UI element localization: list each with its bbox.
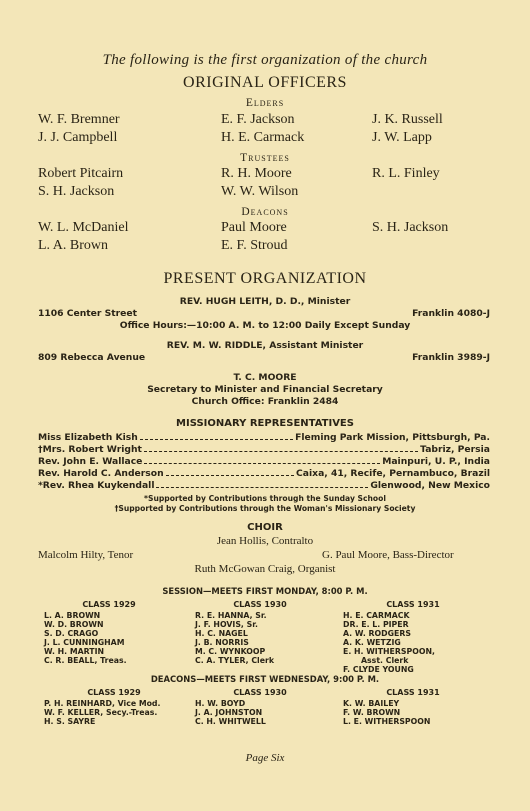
leader-dots <box>166 468 294 476</box>
choir-organist: Ruth McGowan Craig, Organist <box>194 563 336 575</box>
leader-dots <box>156 480 368 488</box>
member: C. H. WHITWELL <box>195 717 266 726</box>
missionary-row <box>38 444 490 455</box>
deacon-name: S. H. Jackson <box>372 220 449 235</box>
member: W. H. MARTIN <box>44 647 105 656</box>
office-hours: Office Hours:—10:00 A. M. to 12:00 Daily Except Sunday <box>119 320 411 331</box>
leader-dots <box>144 444 418 452</box>
elder-name: J. J. Campbell <box>38 130 118 145</box>
member: W. F. KELLER, Secy.-Treas. <box>44 708 158 717</box>
elder-name: E. F. Jackson <box>221 112 295 127</box>
choir-contralto: Jean Hollis, Contralto <box>216 535 314 547</box>
minister-phone: Franklin 4080-J <box>412 308 490 319</box>
missionary-row <box>38 480 490 491</box>
session-class-1930 <box>195 600 325 665</box>
missionary-name: Rev. Harold C. Anderson <box>38 468 164 479</box>
member: K. W. BAILEY <box>343 699 400 708</box>
session-class-1929 <box>44 600 174 665</box>
member: H. W. BOYD <box>195 699 246 708</box>
deacons-class-1929 <box>44 688 184 726</box>
member: DR. E. L. PIPER <box>343 620 409 629</box>
missionary-place: Caixa, 41, Recife, Pernambuco, Brazil <box>296 468 490 479</box>
elder-name: W. F. Bremner <box>38 112 120 127</box>
secretary-role: Secretary to Minister and Financial Secretary <box>147 384 383 395</box>
member: J. F. HOVIS, Sr. <box>195 620 258 629</box>
missionary-place: Mainpuri, U. P., India <box>382 456 490 467</box>
class-heading: CLASS 1931 <box>386 600 440 609</box>
minister-name: REV. HUGH LEITH, D. D., Minister <box>179 296 351 307</box>
deacons-title: DEACONS—MEETS FIRST WEDNESDAY, 9:00 P. M. <box>150 674 380 684</box>
trustee-name: S. H. Jackson <box>38 184 115 199</box>
page-number: Page Six <box>245 752 285 764</box>
assistant-name: REV. M. W. RIDDLE, Assistant Minister <box>166 340 364 351</box>
member: H. S. SAYRE <box>44 717 96 726</box>
elder-name: J. K. Russell <box>372 112 443 127</box>
member: J. A. JOHNSTON <box>195 708 263 717</box>
member: R. E. HANNA, Sr. <box>195 611 267 620</box>
missionary-place: Fleming Park Mission, Pittsburgh, Pa. <box>295 432 490 443</box>
member: L. E. WITHERSPOON <box>343 717 431 726</box>
member: A. K. WETZIG <box>343 638 401 647</box>
member: A. W. RODGERS <box>343 629 411 638</box>
footnote-missionary-society: †Supported by Contributions through the Woman's Missionary Society <box>114 504 416 513</box>
class-heading: CLASS 1929 <box>87 688 141 697</box>
missionary-name: Miss Elizabeth Kish <box>38 432 138 443</box>
trustee-name: R. H. Moore <box>221 166 292 181</box>
class-heading: CLASS 1930 <box>233 688 287 697</box>
elder-name: H. E. Carmack <box>221 130 305 145</box>
deacon-name: E. F. Stroud <box>221 238 288 253</box>
deacon-name: W. L. McDaniel <box>38 220 129 235</box>
trustee-name: Robert Pitcairn <box>38 166 124 181</box>
member: C. A. TYLER, Clerk <box>195 656 275 665</box>
choir-tenor: Malcolm Hilty, Tenor <box>38 549 134 561</box>
missionary-place: Tabriz, Persia <box>420 444 490 455</box>
trustees-heading: Trustees <box>240 152 290 164</box>
choir-title: CHOIR <box>247 522 283 533</box>
class-heading: CLASS 1929 <box>82 600 136 609</box>
assistant-contact <box>38 352 490 363</box>
deacon-name: Paul Moore <box>221 220 287 235</box>
missionary-name: *Rev. Rhea Kuykendall <box>38 480 155 491</box>
deacons-heading: Deacons <box>241 206 289 218</box>
church-office: Church Office: Franklin 2484 <box>191 396 339 407</box>
minister-address: 1106 Center Street <box>38 308 138 319</box>
member: Asst. Clerk <box>361 656 409 665</box>
member: F. CLYDE YOUNG <box>343 665 414 674</box>
member: J. B. NORRIS <box>195 638 249 647</box>
missionary-title: MISSIONARY REPRESENTATIVES <box>176 418 354 429</box>
member: H. E. CARMACK <box>343 611 410 620</box>
member: W. D. BROWN <box>44 620 104 629</box>
missionary-row <box>38 456 490 467</box>
class-heading: CLASS 1931 <box>386 688 440 697</box>
session-class-1931 <box>343 600 483 674</box>
member: J. L. CUNNINGHAM <box>44 638 125 647</box>
member: F. W. BROWN <box>343 708 401 717</box>
missionary-row <box>38 432 490 443</box>
leader-dots <box>144 456 380 464</box>
session-title: SESSION—MEETS FIRST MONDAY, 8:00 P. M. <box>162 586 368 596</box>
present-organization-title: PRESENT ORGANIZATION <box>163 270 367 287</box>
missionary-name: Rev. John E. Wallace <box>38 456 143 467</box>
choir-bass: G. Paul Moore, Bass-Director <box>322 549 454 561</box>
footnote-sunday-school: *Supported by Contributions through the Sunday School <box>144 494 386 503</box>
elder-name: J. W. Lapp <box>372 130 432 145</box>
minister-contact <box>38 308 490 319</box>
class-heading: CLASS 1930 <box>233 600 287 609</box>
missionary-name: †Mrs. Robert Wright <box>38 444 142 455</box>
leader-dots <box>140 432 293 440</box>
assistant-address: 809 Rebecca Avenue <box>38 352 146 363</box>
trustee-name: R. L. Finley <box>372 166 440 181</box>
member: L. A. BROWN <box>44 611 101 620</box>
original-officers-title: ORIGINAL OFFICERS <box>183 74 347 91</box>
intro-line: The following is the first organization of the church <box>102 52 428 68</box>
deacons-class-1931 <box>343 688 483 726</box>
trustee-name: W. W. Wilson <box>221 184 299 199</box>
deacon-name: L. A. Brown <box>38 238 108 253</box>
elders-heading: Elders <box>245 97 285 109</box>
member: E. H. WITHERSPOON, <box>343 647 435 656</box>
deacons-class-1930 <box>195 688 325 726</box>
missionary-place: Glenwood, New Mexico <box>370 480 490 491</box>
missionary-row <box>38 468 490 479</box>
member: H. C. NAGEL <box>195 629 248 638</box>
member: C. R. BEALL, Treas. <box>44 656 127 665</box>
member: P. H. REINHARD, Vice Mod. <box>44 699 161 708</box>
member: S. D. CRAGO <box>44 629 99 638</box>
secretary-name: T. C. MOORE <box>233 372 297 383</box>
assistant-phone: Franklin 3989-J <box>412 352 490 363</box>
member: M. C. WYNKOOP <box>195 647 266 656</box>
